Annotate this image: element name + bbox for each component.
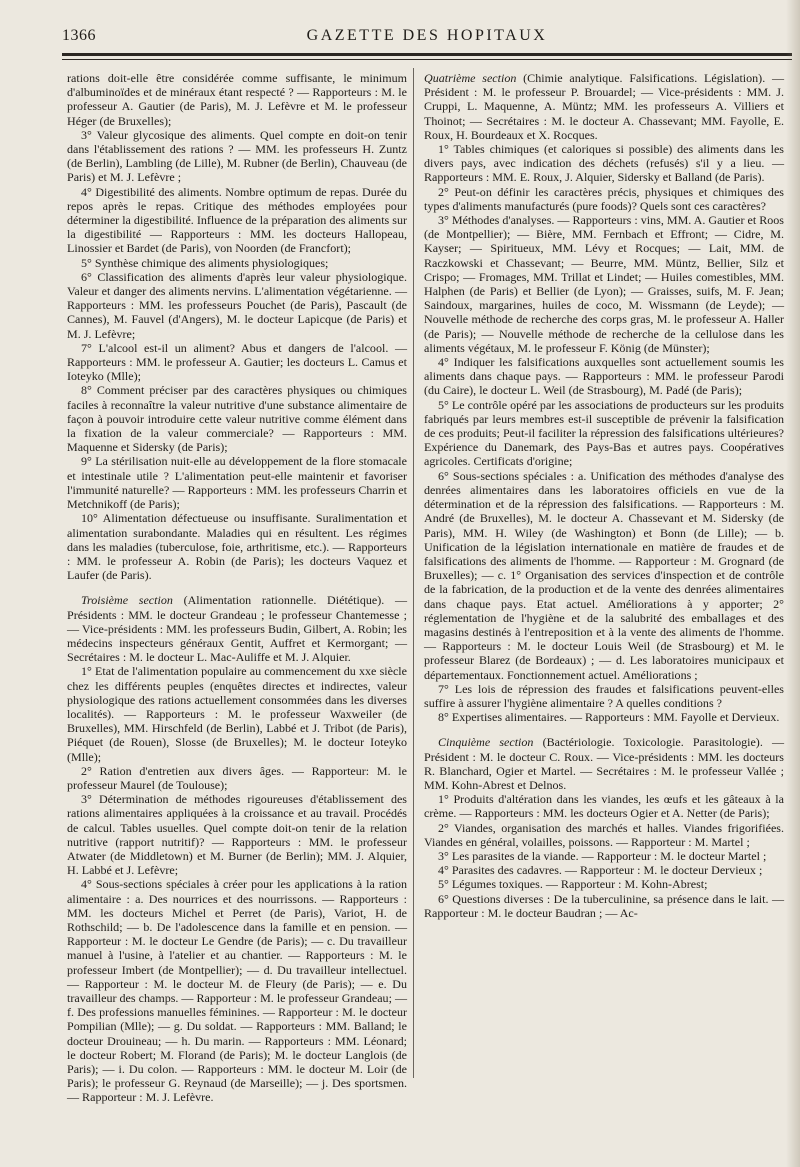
paragraph-section4-item-6: 6° Sous-sections spéciales : a. Unification des méthodes d'analyse des denrées alimentaires dans les laboratoires officiels en vue de la détermination et de la répression des falsifications. — Rapporteurs : M. André (de Bruxelles), M. le docteur A. Chassevant et M. Sidersky (de Paris), MM. H. Wiley (de Washington) et Bonn (de Lille); — b. Unification de la législation internationale en matière de fraudes et de falsifications des aliments de l'homme. — Rapporteur : M. Grognard (de Bruxelles); — c. 1° Organisation des services d'inspection et de contrôle de la fabrication, de la production et de la vente des denrées alimentaires dans chaque pays. Etat actuel. Améliorations à y apporter; 2° réglementation de l'hygiène et de la salubrité des emballages et des magasins destinés à l'entreposition et à la vente des aliments de l'homme. — Rapporteurs : M. le docteur Louis Weil (de Strasbourg) et M. le professeur Blarez (de Bordeaux) ; — d. Les laboratoires municipaux et départementaux. Fonctionnement actuel. Améliorations ; [424, 468, 784, 682]
paragraph-section5-item-1: 1° Produits d'altération dans les viandes, les œufs et les gâteaux à la crème. — Rapporteurs : MM. les docteurs Ogier et A. Netter (de Paris); [424, 792, 784, 821]
paragraph-item-8: 8° Comment préciser par des caractères physiques ou chimiques faciles à reconnaître la valeur nutritive d'une substance alimentaire de façon à pouvoir introduire cette valeur nutritive comme élément dans la fixation de la valeur commerciale? — Rapporteurs : MM. Maquenne et Sidersky (de Paris); [67, 383, 407, 455]
paragraph-section4-item-4: 4° Indiquer les falsifications auxquelles sont actuellement soumis les aliments dans chaque pays. — Rapporteurs : MM. le professeur Parodi (du Caire), le docteur L. Weil (de Strasbourg), M. Padé (de Paris); [424, 355, 784, 398]
paragraph-section3-item-2: 2° Ration d'entretien aux divers âges. — Rapporteur: M. le professeur Maurel (de Toulouse); [67, 763, 407, 792]
column-divider [413, 68, 414, 1078]
paragraph-item-5: 5° Synthèse chimique des aliments physiologiques; [81, 255, 329, 270]
paragraph-section5-item-6: 6° Questions diverses : De la tuberculinine, sa présence dans le lait. — Rapporteur : M. le docteur Baudran ; — Ac- [424, 891, 784, 920]
paragraph-section3-item-1: 1° Etat de l'alimentation populaire au commencement du xxe siècle chez les différents peuples (enquêtes directes et indirectes, valeur physiologique des rations actuellement consommées dans les diverses localités). — Rapporteurs : M. le professeur Waxweiler (de Bruxelles), MM. Hirschfeld (de Berlin), Labbé et J. Tribot (de Paris), Piéquet (de Rouen), Slosse (de Bruxelles); M. le docteur Ioteyko (Mlle); [67, 664, 407, 764]
paragraph-continued: rations doit-elle être considérée comme suffisante, le minimum d'albuminoïdes et de minéraux étant respecté ? — Rapporteurs : M. le professeur A. Gautier (de Paris), M. J. Lefèvre et M. le professeur Héger (de Bruxelles); [67, 71, 407, 128]
paragraph-section4-item-8: 8° Expertises alimentaires. — Rapporteurs : MM. Fayolle et Dervieux. [438, 710, 780, 725]
paragraph-section5-item-4: 4° Parasites des cadavres. — Rapporteur : M. le docteur Dervieux ; [438, 863, 763, 878]
page-edge-shadow [786, 0, 800, 1167]
page-number: 1366 [62, 27, 96, 44]
paragraph-section5-item-2: 2° Viandes, organisation des marchés et halles. Viandes frigorifiées. Viandes en général, volailles, poissons. — Rapporteur : M. Martel ; [424, 820, 784, 849]
paragraph-section4-item-2: 2° Peut-on définir les caractères précis, physiques et chimiques des types d'aliments manufacturés (pure foods)? Quels sont ces caractères? [424, 184, 784, 213]
journal-title: GAZETTE DES HOPITAUX [306, 27, 548, 44]
paragraph-section5-item-3: 3° Les parasites de la viande. — Rapporteur : M. le docteur Martel ; [438, 848, 767, 863]
paragraph-section3-item-4: 4° Sous-sections spéciales à créer pour les applications à la ration alimentaire : a. Des nourrices et des nourrissons. — Rapporteurs : MM. les docteurs Michel et Perret (de Paris), Variot, H. de Rothschild; — b. De l'adolescence dans la famille et en pension. — Rapporteur : M. le docteur Le Gendre (de Paris); — c. Du travailleur manuel à l'usine, à l'atelier et au chantier. — Rapporteurs : M. le professeur Imbert (de Montpellier); — d. Du travailleur intellectuel. — Rapporteur : M. le docteur M. de Fleury (de Paris); — e. Du travailleur des champs. — Rapporteur : M. le professeur Grandeau; — f. Des professions manuelles féminines. — Rapporteur : M. le docteur Pompilian (Mlle); — g. Du soldat. — Rapporteurs : MM. Balland; le docteur Drouineau; — h. Du marin. — Rapporteurs : MM. Léonard; le docteur Robert; M. Florand (de Paris); M. le docteur Langlois (de Paris); — i. Du colon. — Rapporteurs : MM. le docteur M. Loir (de Paris); le professeur G. Reynaud (de Marseille); — j. Des sportsmen. — Rapporteur : M. J. Lefèvre. [67, 877, 407, 1105]
paragraph-section3-item-3: 3° Détermination de méthodes rigoureuses d'établissement des rations alimentaires appliquées à la croissance et au travail. Procédés de calcul. Tables usuelles. Quel compte doit-on tenir de la relation nutritive (rapport nutritif)? — Rapporteurs : MM. le professeur Atwater (de Middletown) et M. Burner (de Berlin); MM. J. Alquier, H. Labbé et J. Lefèvre; [67, 792, 407, 878]
header-rule-thin [62, 59, 792, 60]
page-header [62, 27, 792, 49]
left-column [67, 71, 407, 1105]
paragraph-section4-item-3: 3° Méthodes d'analyses. — Rapporteurs : vins, MM. A. Gautier et Roos (de Montpellier); — Bière, MM. Fernbach et Effront; — Cidre, M. Kayser; — Spiritueux, MM. Lévy et Rocques; — Lait, MM. de Raczkowski et Chassevant; — Beurre, MM. Müntz, Bellier, Silz et Crispo; — Fromages, MM. Trillat et Lindet; — Huiles comestibles, MM. Halphen (de Paris) et Bellier (de Lyon); — Graisses, suifs, M. F. Jean; Saindoux, margarines, huiles de coco, M. Wissmann (de Leyde); — Nouvelle méthode de recherche des corps gras, M. le professeur A. Haller (de Paris); — Nouvelle méthode de recherche de la cellulose dans les aliments végétaux, M. le professeur F. König (de Münster); [424, 213, 784, 355]
paragraph-section4-item-5: 5° Le contrôle opéré par les associations de producteurs sur les produits fabriqués par leurs membres est-il susceptible de prévenir la falsification de ces produits; Peut-il faciliter la répression des falsifications ultérieures? Expérience du Danemark, des Pays-Bas et autres pays. Coopératives agricoles. Certificats d'origine; [424, 397, 784, 469]
paragraph-item-7: 7° L'alcool est-il un aliment? Abus et dangers de l'alcool. — Rapporteurs : MM. le professeur A. Gautier; les docteurs L. Camus et Ioteyko (Mlle); [67, 340, 407, 384]
header-rule-thick [62, 53, 792, 56]
paragraph-item-10: 10° Alimentation défectueuse ou insuffisante. Suralimentation et alimentation surabondante. Maladies qui en résultent. Les régimes dans les maladies (tuberculose, foie, arthritisme, etc.). — Rapporteurs : MM. le professeur A. Robin (de Paris); les docteurs Vaquez et Laufer (de Paris). [67, 511, 407, 583]
paragraph-item-4: 4° Digestibilité des aliments. Nombre optimum de repas. Durée du repos après le repas. Critique des méthodes employées pour déterminer la digestibilité. Influence de la préparation des aliments sur la digestibilité — Rapporteurs : MM. les docteurs Hallopeau, Linossier et Bardet (de Paris), von Noorden (de Francfort); [67, 184, 407, 256]
section-heading-troisieme: Troisième section (Alimentation rationnelle. Diététique). — Présidents : MM. le docteur Grandeau ; le professeur Chantemesse ; — Vice-présidents : MM. les professeurs Budin, Gilbert, A. Robin; les médecins inspecteurs généraux Gentit, Auffret et Kermorgant; — Secrétaires : M. le docteur L. Mac-Auliffe et M. J. Alquier. [67, 593, 407, 665]
paragraph-section4-item-1: 1° Tables chimiques (et caloriques si possible) des aliments dans les divers pays, avec indication des déchets (refusés) s'il y a lieu. — Rapporteurs : MM. E. Roux, J. Alquier, Sidersky et Balland (de Paris). [424, 142, 784, 185]
right-column [424, 71, 784, 920]
paragraph-item-3: 3° Valeur glycosique des aliments. Quel compte en doit-on tenir dans l'établissement des rations ? — MM. les professeurs H. Zuntz (de Berlin), Lambling (de Lille), M. Rubner (de Berlin), Chauveau (de Paris) et M. J. Lefèvre ; [67, 127, 407, 185]
section-heading-cinquieme: Cinquième section (Bactériologie. Toxicologie. Parasitologie). — Président : M. le docteur C. Roux. — Vice-présidents : MM. les docteurs R. Blanchard, Ogier et Martel. — Secrétaires : M. le professeur Vallée ; MM. Kohn-Abrest et Delnos. [424, 735, 784, 792]
paragraph-item-6: 6° Classification des aliments d'après leur valeur physiologique. Valeur et danger des aliments nervins. L'alimentation végétarienne. — Rapporteurs : MM. les professeurs Pouchet (de Paris), Pascault (de Cannes), M. Fauvel (d'Angers), M. le docteur Lapicque (de Paris) et M. J. Lefèvre; [67, 269, 407, 341]
paragraph-item-9: 9° La stérilisation nuit-elle au développement de la flore stomacale et intestinale utile ? L'alimentation peut-elle maintenir et favoriser l'immunité naturelle? — Rapporteurs : MM. les professeurs Charrin et Metchnikoff (de Paris); [67, 454, 407, 512]
section-name-italic: Troisième section [81, 593, 173, 608]
paragraph-section4-item-7: 7° Les lois de répression des fraudes et falsifications peuvent-elles suffire à assurer l'hygiène alimentaire ? A quelles conditions ? [424, 681, 784, 710]
section-name-italic: Quatrième section [424, 71, 517, 85]
paragraph-section5-item-5: 5° Légumes toxiques. — Rapporteur : M. Kohn-Abrest; [438, 877, 708, 892]
section-name-italic: Cinquième section [438, 735, 534, 750]
section-heading-quatrieme: Quatrième section (Chimie analytique. Falsifications. Législation). — Président : M. le professeur P. Brouardel; — Vice-présidents : MM. J. Cruppi, L. Maquenne, A. Müntz; MM. les professeurs A. Villiers et Thoinot; — Secrétaires : M. le docteur A. Chassevant; MM. Fayolle, E. Roux, H. Bourdeaux et X. Rocques. [424, 71, 784, 142]
